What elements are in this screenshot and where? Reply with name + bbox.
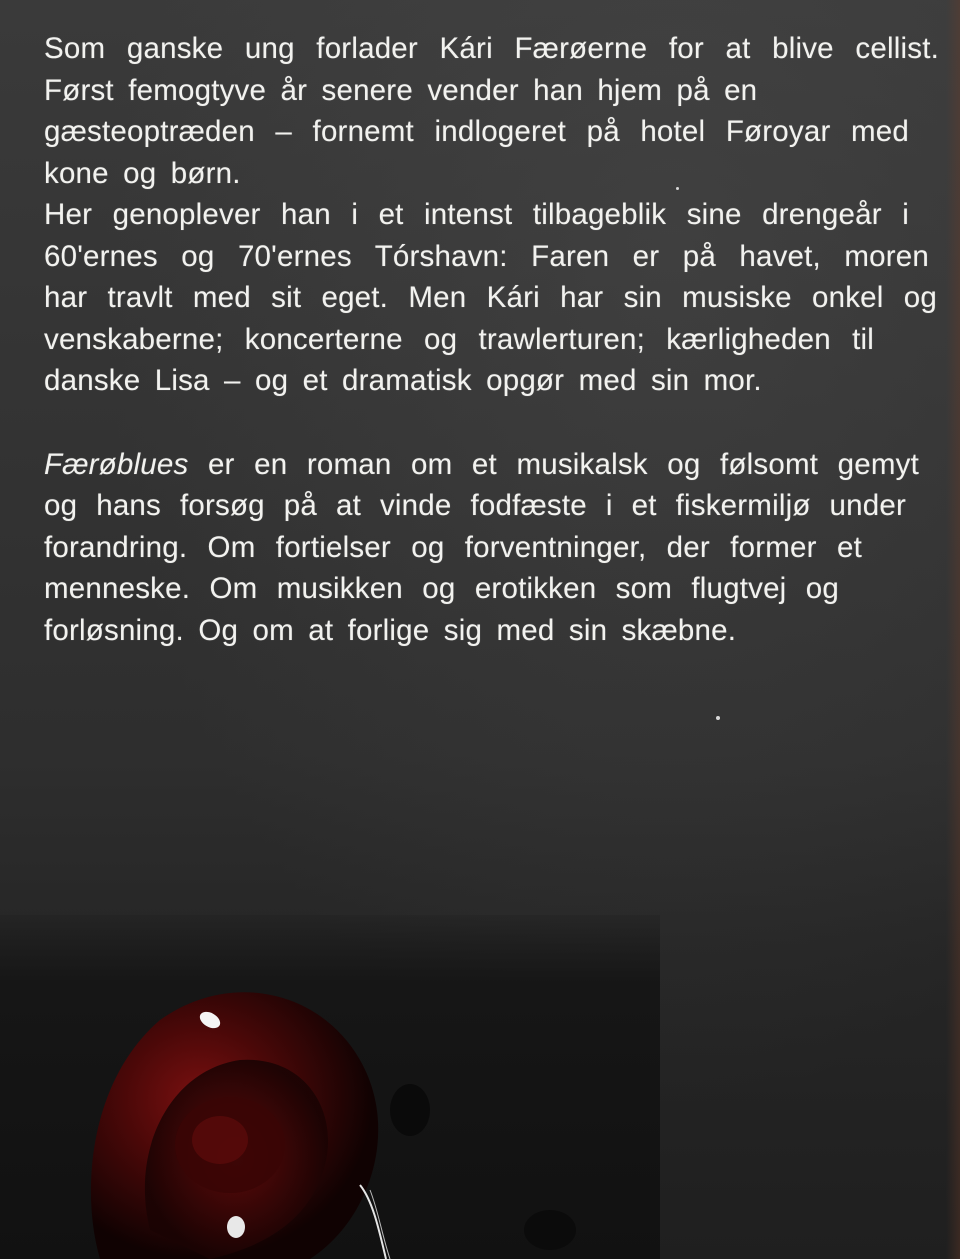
blurb-line: menneske. Om musikken og erotikken som flugtvej og: [44, 572, 839, 605]
blurb-line: Her genoplever han i et intenst tilbageblik sine drengeår i: [44, 198, 909, 231]
blurb-line: og hans forsøg på at vinde fodfæste i et fiskermiljø under: [44, 489, 906, 522]
blurb-line: Først femogtyve år senere vender han hjem på en: [44, 73, 758, 107]
blurb-line: forløsning. Og om at forlige sig med sin skæbne.: [44, 613, 737, 647]
blurb-line: gæsteoptræden – fornemt indlogeret på hotel Føroyar med: [44, 115, 909, 148]
cello-scroll-icon: [60, 930, 580, 1259]
blurb-line: har travlt med sit eget. Men Kári har sin musiske onkel og: [44, 281, 937, 314]
blurb-line-rest: er en roman om et musikalsk og følsomt gemyt: [188, 447, 919, 481]
back-cover-blurb: [44, 28, 939, 651]
blurb-paragraph-2: [44, 444, 939, 652]
cover-edge: [946, 0, 960, 1259]
dust-speck: [716, 716, 720, 720]
book-title: Færøblues: [44, 447, 189, 481]
dust-speck: [676, 187, 679, 190]
blurb-paragraph-1: [44, 28, 939, 402]
blurb-line: danske Lisa – og et dramatisk opgør med sin mor.: [44, 364, 762, 397]
blurb-line: venskaberne; koncerterne og trawlerturen; kærligheden til: [44, 322, 874, 356]
blurb-line: kone og børn.: [44, 156, 241, 190]
blurb-line: Som ganske ung forlader Kári Færøerne for at blive cellist.: [44, 32, 939, 65]
blurb-line: forandring. Om fortielser og forventninger, der former et: [44, 530, 862, 564]
blurb-line: 60'ernes og 70'ernes Tórshavn: Faren er på havet, moren: [44, 239, 929, 273]
